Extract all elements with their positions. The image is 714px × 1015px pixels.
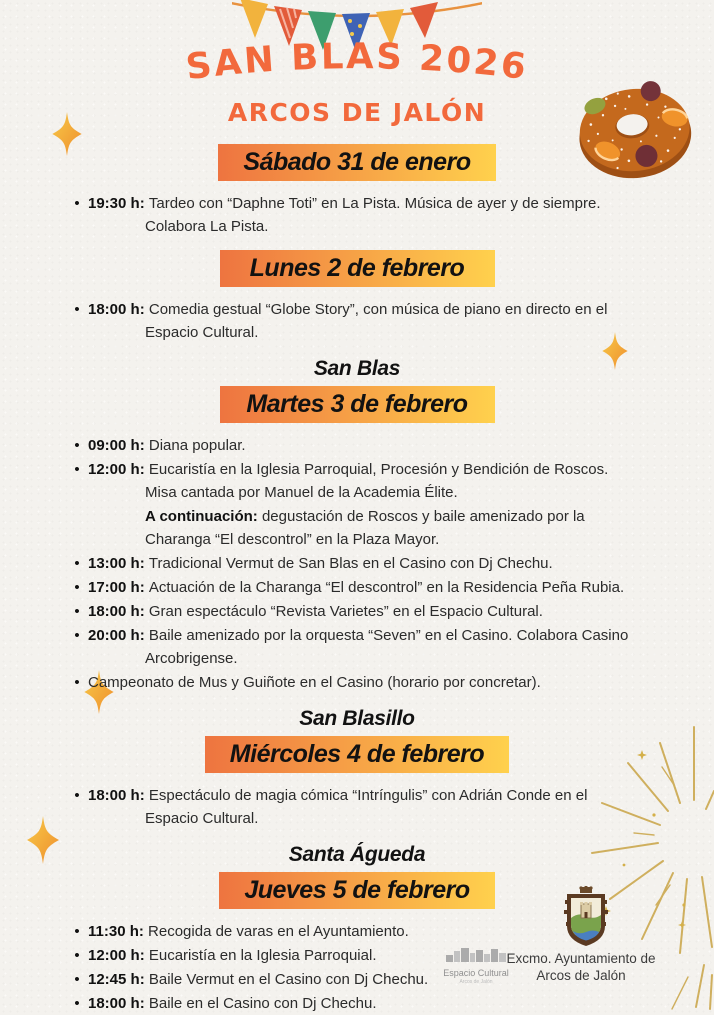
event-text (88, 505, 714, 551)
event-list (0, 192, 714, 238)
event-line: 17:00 h: Actuación de la Charanga “El descontrol” en la Residencia Peña Rubia. (88, 579, 625, 596)
event-row (0, 434, 714, 457)
event-text (88, 624, 714, 670)
section-banner (0, 250, 714, 287)
bullet-icon: • (74, 301, 80, 318)
section-banner (0, 386, 714, 423)
event-line: 12:00 h: Eucaristía en la Iglesia Parroquial. (88, 947, 377, 964)
section (0, 250, 714, 344)
bullet-icon: • (74, 947, 80, 964)
event-time: 12:00 h: (88, 947, 149, 964)
event-line: Colabora La Pista. (145, 218, 269, 235)
section-banner-label: Martes 3 de febrero (220, 386, 495, 423)
espacio-cultural-skyline-icon (444, 947, 508, 962)
event-line: Charanga “El descontrol” en la Plaza Mayor. (145, 531, 440, 548)
event-text (88, 600, 714, 623)
event-text (88, 784, 714, 830)
event-time: 20:00 h: (88, 627, 149, 644)
event-time: 18:00 h: (88, 787, 149, 804)
bullet-icon: • (74, 674, 80, 691)
ayuntamiento-caption-line1: Excmo. Ayuntamiento de (506, 951, 656, 966)
bullet-icon: • (74, 555, 80, 572)
poster-subtitle: ARCOS DE JALÓN (227, 98, 487, 127)
section-banner (0, 144, 714, 181)
event-list (0, 298, 714, 344)
event-text (88, 992, 714, 1015)
bullet-icon: • (74, 923, 80, 940)
event-line: Misa cantada por Manuel de la Academia Élite. (145, 484, 458, 501)
event-line: Espacio Cultural. (145, 324, 259, 341)
event-text (88, 552, 714, 575)
event-text (88, 192, 714, 238)
bullet-icon: • (74, 971, 80, 988)
event-text (88, 458, 714, 504)
event-time: 12:00 h: (88, 461, 149, 478)
espacio-cultural-label: Espacio Cultural (443, 968, 509, 978)
event-text (88, 298, 714, 344)
event-row (0, 192, 714, 238)
event-time: 09:00 h: (88, 437, 149, 454)
bullet-icon: • (74, 995, 80, 1012)
event-line: 19:30 h: Tardeo con “Daphne Toti” en La Pista. Música de ayer y de siempre. (88, 195, 601, 212)
bullet-icon: • (74, 787, 80, 804)
bullet-icon: • (74, 603, 80, 620)
event-row (0, 671, 714, 694)
section-pretitle: San Blasillo (299, 707, 415, 730)
event-text (88, 920, 714, 943)
event-line: 20:00 h: Baile amenizado por la orquesta “Seven” en el Casino. Colabora Casino (88, 627, 629, 644)
event-row (0, 992, 714, 1015)
event-list (0, 784, 714, 830)
ayuntamiento-caption (500, 950, 662, 984)
bullet-icon: • (74, 627, 80, 644)
event-row (0, 458, 714, 504)
section-pretitle: San Blas (313, 357, 401, 380)
event-time: 13:00 h: (88, 555, 149, 572)
event-line: 13:00 h: Tradicional Vermut de San Blas en el Casino con Dj Chechu. (88, 555, 553, 572)
event-line: A continuación: degustación de Roscos y baile amenizado por la (145, 508, 585, 525)
section-pretitle: Santa Águeda (288, 843, 426, 866)
section (0, 706, 714, 830)
event-line: Espacio Cultural. (145, 810, 259, 827)
event-row (0, 505, 714, 551)
section (0, 356, 714, 694)
event-line: 11:30 h: Recogida de varas en el Ayuntamiento. (88, 923, 409, 940)
event-time: 18:00 h: (88, 995, 149, 1012)
event-row (0, 576, 714, 599)
event-line: 18:00 h: Espectáculo de magia cómica “Intríngulis” con Adrián Conde en el (88, 787, 588, 804)
event-text (88, 671, 714, 694)
event-line: 09:00 h: Diana popular. (88, 437, 246, 454)
section-banner (0, 736, 714, 773)
ayuntamiento-caption-line2: Arcos de Jalón (536, 968, 626, 983)
event-row (0, 552, 714, 575)
page-title (0, 40, 714, 98)
event-line: 18:00 h: Baile en el Casino con Dj Chechu. (88, 995, 377, 1012)
event-time: 11:30 h: (88, 923, 149, 940)
section-banner-label: Miércoles 4 de febrero (205, 736, 509, 773)
section (0, 144, 714, 238)
event-line: Campeonato de Mus y Guiñote en el Casino (horario por concretar). (88, 674, 541, 691)
event-line: 18:00 h: Comedia gestual “Globe Story”, con música de piano en directo en el (88, 301, 608, 318)
event-row (0, 298, 714, 344)
event-time: 17:00 h: (88, 579, 149, 596)
event-line: Arcobrigense. (145, 650, 238, 667)
bullet-icon: • (74, 461, 80, 478)
event-lead: A continuación: (145, 508, 262, 525)
event-text (88, 434, 714, 457)
bullet-icon: • (74, 579, 80, 596)
event-row (0, 784, 714, 830)
section-banner-label: Lunes 2 de febrero (220, 250, 495, 287)
section-banner-label: Sábado 31 de enero (218, 144, 495, 181)
event-line: 18:00 h: Gran espectáculo “Revista Varietes” en el Espacio Cultural. (88, 603, 543, 620)
bullet-icon: • (74, 195, 80, 212)
event-time: 19:30 h: (88, 195, 149, 212)
event-time: 12:45 h: (88, 971, 149, 988)
section-banner-label: Jueves 5 de febrero (219, 872, 494, 909)
event-list (0, 434, 714, 694)
event-line: 12:00 h: Eucaristía en la Iglesia Parroquial, Procesión y Bendición de Roscos. (88, 461, 609, 478)
event-line: 12:45 h: Baile Vermut en el Casino con Dj Chechu. (88, 971, 429, 988)
event-time: 18:00 h: (88, 603, 149, 620)
sections (0, 144, 714, 1015)
event-row (0, 600, 714, 623)
coat-of-arms-icon (562, 886, 610, 948)
event-row (0, 624, 714, 670)
svg-text:SAN BLAS 2026: SAN BLAS 2026 (183, 40, 531, 89)
event-time: 18:00 h: (88, 301, 149, 318)
event-text (88, 576, 714, 599)
espacio-cultural-sublabel: Arcos de Jalón (459, 979, 493, 985)
bullet-icon: • (74, 437, 80, 454)
